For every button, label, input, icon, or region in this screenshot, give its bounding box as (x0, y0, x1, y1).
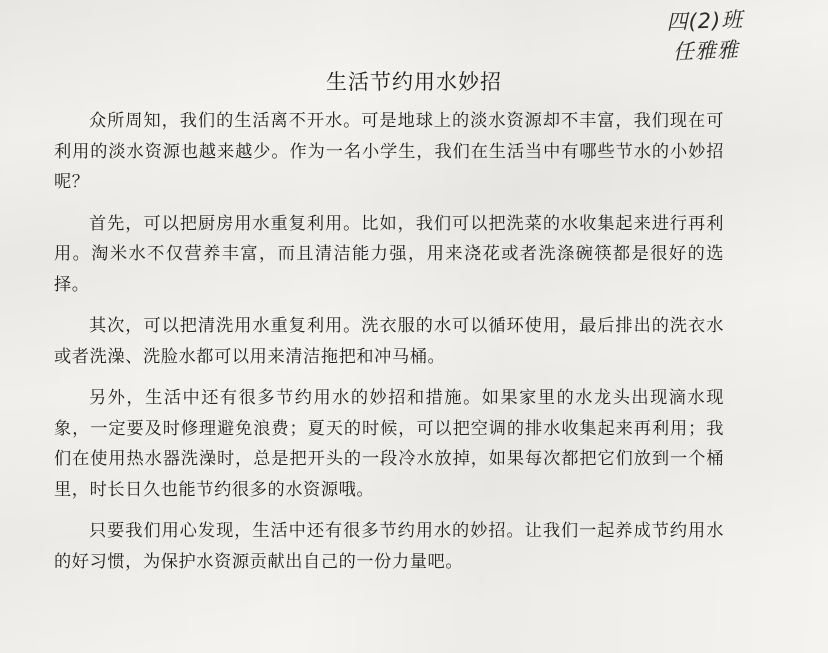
document-title: 生活节约用水妙招 (326, 70, 502, 94)
paragraph-kitchen: 首先，可以把厨房用水重复利用。比如，我们可以把洗菜的水收集起来进行再利用。淘米水不仅营养丰富，而且清洁能力强，用来浇花或者洗涤碗筷都是很好的选择。 (54, 213, 724, 295)
handwritten-note (666, 5, 745, 68)
paragraph-laundry: 其次，可以把清洗用水重复利用。洗衣服的水可以循环使用，最后排出的洗衣水或者洗澡、洗脸水都可以用来清洁拖把和冲马桶。 (54, 316, 724, 367)
document-body (54, 106, 724, 588)
student-name: 任雅雅 (672, 37, 740, 65)
class-label: 四(2)班 (666, 7, 744, 35)
paragraph-conclusion: 只要我们用心发现，生活中还有很多节约用水的妙招。让我们一起养成节约用水的好习惯，为保护水资源贡献出自己的一份力量吧。 (54, 521, 724, 572)
paragraph-intro: 众所周知，我们的生活离不开水。可是地球上的淡水资源却不丰富，我们现在可利用的淡水资源也越来越少。作为一名小学生，我们在生活当中有哪些节水的小妙招呢？ (54, 111, 724, 192)
paragraph-other-tips: 另外，生活中还有很多节约用水的妙招和措施。如果家里的水龙头出现滴水现象，一定要及时修理避免浪费；夏天的时候，可以把空调的排水收集起来再利用；我们在使用热水器洗澡时，总是把开头的一段冷水放掉，如果每次都把它们放到一个桶里，时长日久也能节约很多的水资源哦。 (54, 388, 724, 500)
